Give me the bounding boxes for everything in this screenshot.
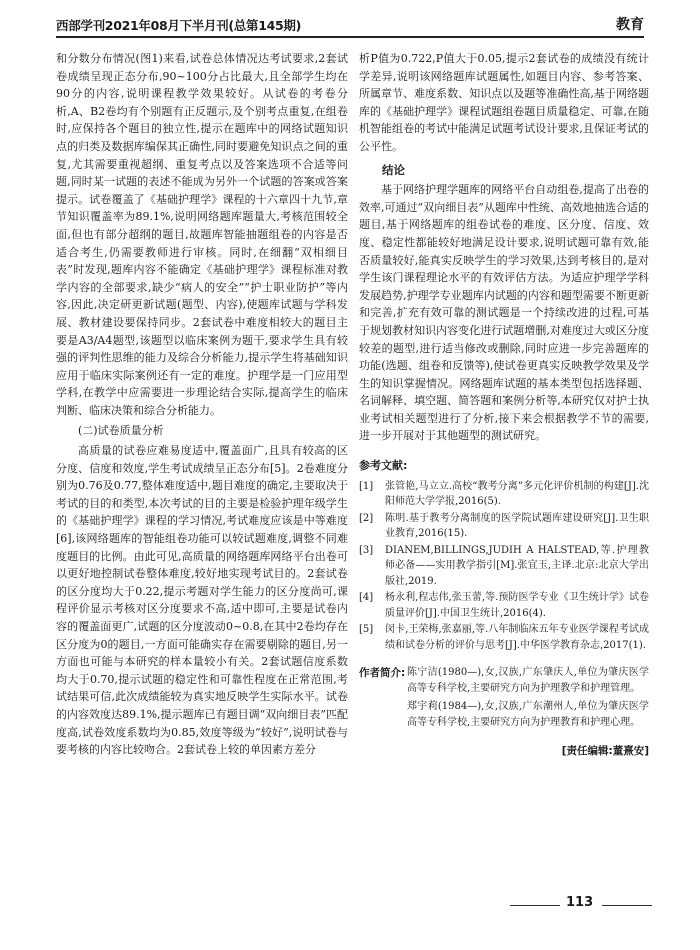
section-label: 教育 [616, 17, 644, 33]
body-paragraph: 析P值为0.722,P值大于0.05,提示2套试卷的成绩没有统计学差异,说明该网络题库试题属性,如题目内容、参考答案、所属章节、难度系数、知识点以及题等准确性高,基于网络题库的《基础护理学》课程试题组卷题目质量稳定、可靠,在随机智能组卷的考试中能满足试题考试设计要求,且保证考试的公平性。 [359, 52, 649, 153]
body-paragraph: 高质量的试卷应难易度适中,覆盖面广,且具有较高的区分度、信度和效度,学生考试成绩呈正态分布[5]。2卷难度分别为0.76及0.77,整体难度适中,题目难度的确定,主要取决于考试的目的和类型,本次考试的目的主要是检验护理年级学生的《基础护理学》课程的学习情况,考试难度应该是中等难度[6],该网络题库的智能组卷功能可以较试题难度,调整不同难度题目的比例。由此可见,高质量的网络题库网络平台出卷可以更好地控制试卷整体难度,较好地实现考试目的。2套试卷的区分度均大于0.22,提示考题对学生能力的区分度尚可,课程评价显示考核对区分度要求不高,适中即可,主要是试卷内容的覆盖面更广,试题的区分度波动0~0.8,在其中2卷均存在区分度为0的题目,一方面可能确实存在需要剔除的题目,另一方面也可能与本研究的样本量较小有关。2套试题信度系数均大于0.70,提示试题的稳定性和可靠性程度在正常范围,考试结果可信,此次成绩能较为真实地反映学生实际水平。试卷的内容效度达89.1%,提示题库已有题目调“双向细目表”匹配度高,试卷效度系数均为0.85,效度等级为“较好”,说明试卷与要考核的内容比较吻合。2套试卷上较的单因素方差分 [56, 444, 348, 757]
author-bio [359, 665, 649, 733]
reference-number: [4] [359, 592, 374, 604]
reference-list [359, 479, 649, 654]
reference-number: [3] [359, 544, 374, 556]
subsection-heading: (二)试卷质量分析 [78, 424, 164, 438]
responsible-editor: [责任编辑:董熹安] [561, 745, 649, 758]
reference-number: [1] [359, 480, 374, 492]
footer-rule-right [602, 905, 652, 906]
author-entry: 陈宁洁(1980—),女,汉族,广东肇庆人,单位为肇庆医学高等专科学校,主要研究方向为护理教学和护理管理。 [407, 667, 649, 695]
references-heading: 参考文献: [359, 459, 408, 473]
page-footer [420, 895, 660, 915]
reference-item [359, 590, 649, 621]
body-paragraph: 基于网络护理学题库的网络平台自动组卷,提高了出卷的效率,可通过“双向细目表”从题库中性统、高效地抽选合适的题目,基于网络题库的组卷试卷的难度、区分度、信度、效度、稳定性都能较好地满足设计要求,说明试题可靠有效,能否质量较好,能真实反映学生的学习效果,达到考核目的,是对学生该门课程理论水平的有效评估方法。为适应护理学学科发展趋势,护理学专业题库内试题的内容和题型需要不断更新和完善,扩充有效可靠的测试题是一个持续改进的过程,可基于规划教材知识内容变化进行试题增删,对难度过大或区分度较差的题型,进行适当修改或删除,同时应进一步完善题库的功能(选题、组卷和反馈等),使试卷更真实反映教学效果及学生的知识掌握情况。网络题库试题的基本类型包括选择题、名词解释、填空题、简答题和案例分析等,本研究仅对护士执业考试相关题型进行了分析,接下来会根据教学不节的需要,进一步开展对于其他题型的测试研究。 [359, 183, 649, 443]
right-column [359, 50, 649, 761]
author-bio-label: 作者简介: [359, 667, 406, 680]
reference-text: 张管艳,马立立.高校“教考分离”多元化评价机制的构建[J].沈阳师范大学学报,2016(5). [385, 480, 649, 508]
reference-text: 闵卡,王荣梅,张嘉丽,等.八年制临床五年专业医学课程考试成绩和试卷分析的评价与思考[J].中华医学教育杂志,2017(1). [385, 624, 649, 651]
reference-number: [5] [359, 624, 374, 636]
reference-item [359, 511, 649, 542]
reference-number: [2] [359, 512, 374, 524]
body-paragraph: 和分数分布情况(图1)来看,试卷总体情况达考试要求,2套试卷成绩呈现正态分布,90~100分占比最大,且全部学生均在90分的内容,说明课程教学效果较好。从试卷的考卷分析,A、B2卷均有个别题有正反题示,及个别考点重复,在组卷时,应保持各个题目的独立性,提示在题库中的网络试题知识点的归类及数据库编保其正确性,同时要避免知识点之间的重复,尤其需要重视超纲、重复考点以及答案选项不合适等问题,同时某一试题的表述不能成为另外一个试题的答案或答案提示。试卷覆盖了《基础护理学》课程的十六章四十九节,章节知识覆盖率为89.1%,说明网络题库题量大,考核范围较全面,但也有部分超纲的题目,故题库智能抽题组卷的内容是否适合考生,仍需要教师进行审核。同时,在细翻“双相细目表”时发现,题库内容不能确定《基础护理学》课程标准对教学内容的全部要求,缺少“病人的安全”“护士职业防护”等内容,因此,决定研更新试题(题型、内容),使题库试题与学科发展、教材建设要保持同步。2套试卷中难度相较大的题目主要是A3/A4题型,该题型以临床案例为题干,要求学生具有较强的评判性思维的能力及综合分析能力,提示学生将基础知识应用于临床实际案例还有一定的难度。护理学是一门应用型学科,在教学中应需要进一步理论结合实际,提高学生的临床判断、临床决策和综合分析能力。 [56, 52, 348, 417]
reference-item [359, 479, 649, 510]
reference-item [359, 622, 649, 653]
reference-item [359, 543, 649, 590]
section-heading-conclusion: 结论 [382, 162, 405, 177]
page-number: 113 [566, 895, 594, 910]
header-rule [56, 36, 644, 38]
reference-text: DIANEM,BILLINGS,JUDIH A HALSTEAD,等.护理教师必备——实用教学指引[M].张宜玉,主译.北京:北京大学出版社,2019. [385, 544, 649, 587]
left-column [56, 50, 348, 762]
reference-text: 杨永利,程志伟,张玉蕾,等.预防医学专业《卫生统计学》试卷质量评价[J].中国卫生统计,2016(4). [385, 592, 649, 619]
author-entry: 郑宇莉(1984—),女,汉族,广东潮州人,单位为肇庆医学高等专科学校,主要研究方向为护理教育和护理心理。 [407, 701, 649, 729]
footer-rule-left [510, 905, 560, 906]
reference-text: 陈明.基于教考分离制度的医学院试题库建设研究[J].卫生职业教育,2016(15). [385, 512, 649, 540]
page-header [56, 14, 644, 36]
journal-title: 西部学刊2021年08月下半月刊(总第145期) [56, 18, 302, 33]
author-bio-content [407, 665, 649, 733]
